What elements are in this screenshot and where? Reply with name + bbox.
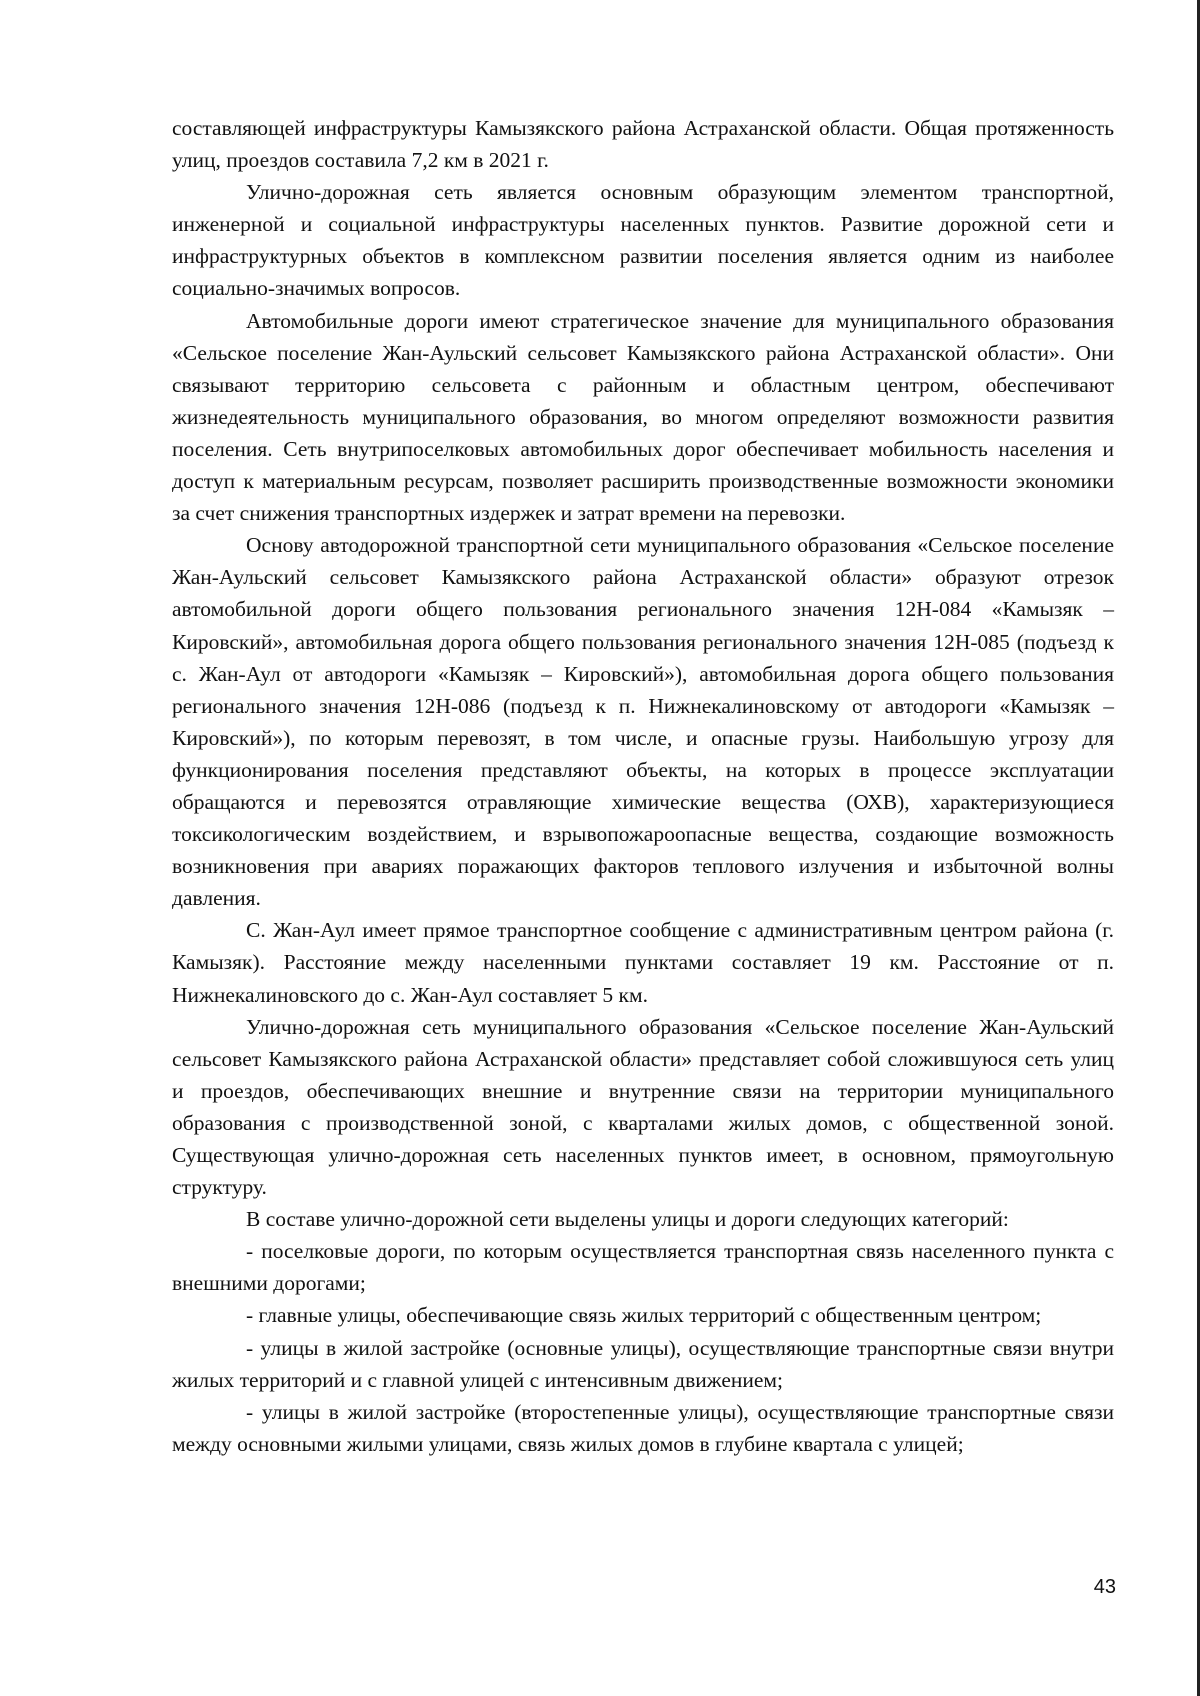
road-categories-list — [172, 1235, 1114, 1460]
paragraph-transport-connection: С. Жан-Аул имеет прямое транспортное сообщение с административным центром района (г. Камызяк). Расстояние между населенными пунктами составляет 19 км. Расстояние от п. Нижнекалиновского до с. Жан-Аул составляет 5 км. — [172, 918, 1114, 1007]
list-item: - улицы в жилой застройке (второстепенные улицы), осуществляющие транспортные связи между основными жилыми улицами, связь жилых домов в глубине квартала с улицей; — [172, 1399, 1114, 1456]
list-item: - улицы в жилой застройке (основные улицы), осуществляющие транспортные связи внутри жилых территорий и с главной улицей с интенсивным движением; — [172, 1335, 1114, 1392]
paragraph-street-network: Улично-дорожная сеть является основным образующим элементом транспортной, инженерной и социальной инфраструктуры населенных пунктов. Развитие дорожной сети и инфраструктурных объектов в комплексном развитии поселения является одним из наиболее социально-значимых вопросов. — [172, 180, 1114, 301]
paragraph-roads-importance: Автомобильные дороги имеют стратегическое значение для муниципального образования «Сельское поселение Жан-Аульский сельсовет Камызякского района Астраханской области». Они связывают территорию сельсовета с районным и областным центром, обеспечивают жизнедеятельность муниципального образования, во многом определяют возможности развития поселения. Сеть внутрипоселковых автомобильных дорог обеспечивает мобильность населения и доступ к материальным ресурсам, позволяет расширить производственные возможности экономики за счет снижения транспортных издержек и затрат времени на перевозки. — [172, 308, 1114, 526]
list-item: - поселковые дороги, по которым осуществляется транспортная связь населенного пункта с внешними дорогами; — [172, 1239, 1114, 1296]
paragraph-categories-intro: В составе улично-дорожной сети выделены улицы и дороги следующих категорий: — [246, 1207, 1009, 1232]
page-number: 43 — [1093, 1576, 1116, 1598]
list-item: - главные улицы, обеспечивающие связь жилых территорий с общественным центром; — [246, 1303, 1042, 1328]
paragraph-road-network-basis: Основу автодорожной транспортной сети муниципального образования «Сельское поселение Жан-Аульский сельсовет Камызякского района Астраханской области» образуют отрезок автомобильной дороги общего пользования регионального значения 12Н-084 «Камызяк – Кировский», автомобильная дорога общего пользования регионального значения 12Н-085 (подъезд к с. Жан-Аул от автодороги «Камызяк – Кировский»), автомобильная дорога общего пользования регионального значения 12Н-086 (подъезд к п. Нижнекалиновскому от автодороги «Камызяк – Кировский»), по которым перевозят, в том числе, и опасные грузы. Наибольшую угрозу для функционирования поселения представляют объекты, на которых в процессе эксплуатации обращаются и перевозятся отравляющие химические вещества (ОХВ), характеризующиеся токсикологическим воздействием, и взрывопожароопасные вещества, создающие возможность возникновения при авариях поражающих факторов теплового излучения и избыточной волны давления. — [172, 533, 1114, 911]
paragraph-continuation: составляющей инфраструктуры Камызякского района Астраханской области. Общая протяженность улиц, проездов составила 7,2 км в 2021 г. — [172, 116, 1114, 173]
document-body — [172, 112, 1114, 1460]
paragraph-street-structure: Улично-дорожная сеть муниципального образования «Сельское поселение Жан-Аульский сельсовет Камызякского района Астраханской области» представляет собой сложившуюся сеть улиц и проездов, обеспечивающих внешние и внутренние связи на территории муниципального образования с производственной зоной, с кварталами жилых домов, с общественной зоной. Существующая улично-дорожная сеть населенных пунктов имеет, в основном, прямоугольную структуру. — [172, 1014, 1114, 1200]
